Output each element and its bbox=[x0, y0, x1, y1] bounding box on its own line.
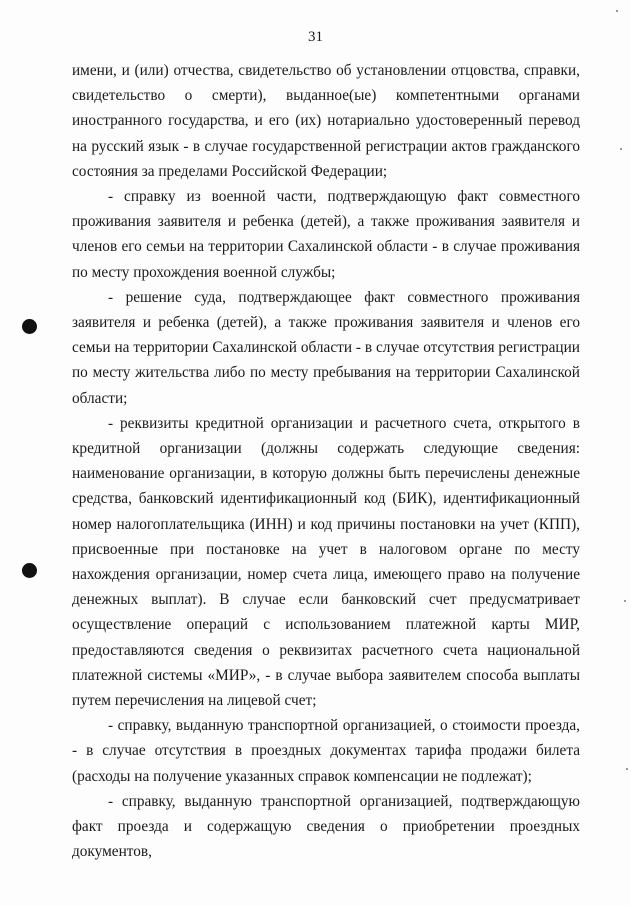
scan-speck bbox=[620, 148, 622, 150]
punch-hole-mark bbox=[22, 319, 37, 334]
paragraph-6: - справку, выданную транспортной организацией, подтверждающую факт проезда и содержащую сведения о приобретении проездных документов, bbox=[72, 792, 580, 861]
scan-speck bbox=[616, 10, 618, 12]
paragraph-5: - справку, выданную транспортной организацией, о стоимости проезда, - в случае отсутствия в проездных документах тарифа продажи билета (расходы на получение указанных справок компенсации не подлежат); bbox=[72, 717, 580, 785]
document-body bbox=[72, 58, 580, 865]
scan-speck bbox=[624, 600, 626, 602]
paragraph-3: - решение суда, подтверждающее факт совместного проживания заявителя и ребенка (детей), а также проживания заявителя и членов его семьи на территории Сахалинской области - в случае отсутствия регистрации по месту жительства либо по месту пребывания на территории Сахалинской области; bbox=[72, 288, 580, 407]
paragraph-2: - справку из военной части, подтверждающую факт совместного проживания заявителя и ребенка (детей), а также проживания заявителя и членов его семьи на территории Сахалинской области - в случае проживания по месту прохождения военной службы; bbox=[72, 188, 580, 281]
scan-speck bbox=[626, 768, 628, 770]
paragraph-4: - реквизиты кредитной организации и расчетного счета, открытого в кредитной организации (должны содержать следующие сведения: наименование организации, в которую должны быть перечислены денежные средства, банковский идентификационный код (БИК), идентификационный номер налогоплательщика (ИНН) и код причины постановки на учет (КПП), присвоенные при постановке на учет в налоговом органе по месту нахождения организации, номер счета лица, имеющего право на получение денежных выплат). В случае если банковский счет предусматривает осуществление операций с использованием платежной карты МИР, предоставляются сведения о реквизитах расчетного счета национальной платежной системы «МИР», - в случае выбора заявителем способа выплаты путем перечисления на лицевой счет; bbox=[72, 414, 580, 710]
page-number: 31 bbox=[308, 29, 323, 45]
paragraph-1: имени, и (или) отчества, свидетельство об установлении отцовства, справки, свидетельство о смерти), выданное(ые) компетентными органами иностранного государства, и его (их) нотариально удостоверенный перевод на русский язык - в случае государственной регистрации актов гражданского состояния за пределами Российской Федерации; bbox=[72, 62, 580, 180]
punch-hole-mark bbox=[22, 563, 37, 578]
